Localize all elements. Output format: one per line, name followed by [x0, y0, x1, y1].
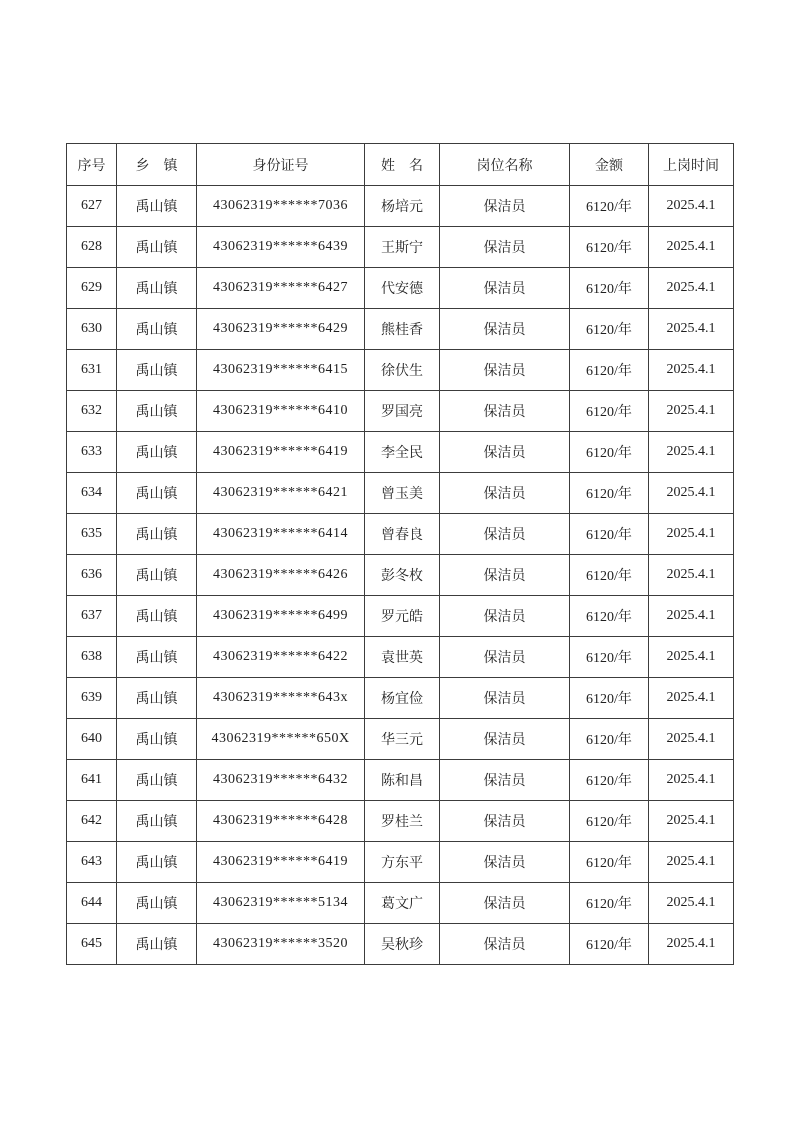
table-cell-amount: 6120/年 [570, 268, 649, 309]
table-cell-township: 禹山镇 [117, 760, 197, 801]
table-row [67, 801, 734, 842]
table-cell-amount: 6120/年 [570, 883, 649, 924]
table-cell-id_number: 43062319******643x [197, 678, 365, 719]
table-cell-position: 保洁员 [440, 391, 570, 432]
table-cell-index: 628 [67, 227, 117, 268]
table-cell-name: 葛文广 [365, 883, 440, 924]
table-cell-township: 禹山镇 [117, 309, 197, 350]
table-cell-id_number: 43062319******6419 [197, 842, 365, 883]
table-cell-position: 保洁员 [440, 555, 570, 596]
table-row [67, 883, 734, 924]
table-cell-position: 保洁员 [440, 350, 570, 391]
table-row [67, 760, 734, 801]
table-cell-position: 保洁员 [440, 309, 570, 350]
table-cell-position: 保洁员 [440, 678, 570, 719]
header-cell-township: 乡 镇 [117, 144, 197, 186]
table-row [67, 596, 734, 637]
table-cell-index: 627 [67, 186, 117, 227]
table-cell-amount: 6120/年 [570, 801, 649, 842]
table-cell-position: 保洁员 [440, 432, 570, 473]
table-cell-position: 保洁员 [440, 842, 570, 883]
table-cell-start_date: 2025.4.1 [649, 473, 734, 514]
table-cell-amount: 6120/年 [570, 350, 649, 391]
table-cell-position: 保洁员 [440, 760, 570, 801]
table-cell-township: 禹山镇 [117, 555, 197, 596]
table-cell-start_date: 2025.4.1 [649, 514, 734, 555]
table-cell-index: 639 [67, 678, 117, 719]
table-cell-name: 杨培元 [365, 186, 440, 227]
table-cell-name: 曾玉美 [365, 473, 440, 514]
table-cell-index: 636 [67, 555, 117, 596]
table-cell-index: 630 [67, 309, 117, 350]
table-cell-name: 袁世英 [365, 637, 440, 678]
header-cell-name: 姓 名 [365, 144, 440, 186]
table-cell-name: 罗元皓 [365, 596, 440, 637]
table-cell-township: 禹山镇 [117, 924, 197, 965]
table-cell-start_date: 2025.4.1 [649, 924, 734, 965]
table-cell-start_date: 2025.4.1 [649, 801, 734, 842]
table-cell-position: 保洁员 [440, 801, 570, 842]
header-cell-index: 序号 [67, 144, 117, 186]
table-header-row [67, 144, 734, 186]
table-cell-id_number: 43062319******6499 [197, 596, 365, 637]
table-cell-start_date: 2025.4.1 [649, 309, 734, 350]
table-cell-start_date: 2025.4.1 [649, 883, 734, 924]
table-cell-name: 华三元 [365, 719, 440, 760]
table-cell-amount: 6120/年 [570, 473, 649, 514]
table-cell-index: 631 [67, 350, 117, 391]
table-cell-index: 634 [67, 473, 117, 514]
table-cell-amount: 6120/年 [570, 596, 649, 637]
table-cell-id_number: 43062319******7036 [197, 186, 365, 227]
table-cell-position: 保洁员 [440, 473, 570, 514]
table-cell-start_date: 2025.4.1 [649, 678, 734, 719]
table-cell-id_number: 43062319******5134 [197, 883, 365, 924]
table-cell-index: 632 [67, 391, 117, 432]
table-cell-start_date: 2025.4.1 [649, 350, 734, 391]
table-cell-amount: 6120/年 [570, 432, 649, 473]
table-cell-amount: 6120/年 [570, 514, 649, 555]
table-cell-start_date: 2025.4.1 [649, 555, 734, 596]
table-cell-township: 禹山镇 [117, 186, 197, 227]
table-cell-name: 杨宜俭 [365, 678, 440, 719]
table-cell-township: 禹山镇 [117, 883, 197, 924]
table-cell-position: 保洁员 [440, 596, 570, 637]
table-cell-township: 禹山镇 [117, 391, 197, 432]
table-cell-name: 吴秋珍 [365, 924, 440, 965]
table-cell-name: 徐伏生 [365, 350, 440, 391]
table-cell-township: 禹山镇 [117, 596, 197, 637]
table-cell-start_date: 2025.4.1 [649, 760, 734, 801]
table-cell-position: 保洁员 [440, 719, 570, 760]
table-cell-amount: 6120/年 [570, 637, 649, 678]
table-row [67, 842, 734, 883]
table-cell-township: 禹山镇 [117, 432, 197, 473]
table-cell-id_number: 43062319******6415 [197, 350, 365, 391]
table-cell-position: 保洁员 [440, 186, 570, 227]
table-cell-index: 642 [67, 801, 117, 842]
table-cell-position: 保洁员 [440, 637, 570, 678]
table-cell-amount: 6120/年 [570, 555, 649, 596]
table-cell-id_number: 43062319******6414 [197, 514, 365, 555]
table-cell-index: 640 [67, 719, 117, 760]
table-cell-name: 彭冬枚 [365, 555, 440, 596]
table-cell-amount: 6120/年 [570, 186, 649, 227]
table-cell-start_date: 2025.4.1 [649, 637, 734, 678]
table-cell-id_number: 43062319******6428 [197, 801, 365, 842]
table-cell-name: 罗国亮 [365, 391, 440, 432]
table-cell-amount: 6120/年 [570, 678, 649, 719]
table-cell-amount: 6120/年 [570, 924, 649, 965]
table-cell-amount: 6120/年 [570, 719, 649, 760]
table-cell-id_number: 43062319******6410 [197, 391, 365, 432]
table-cell-township: 禹山镇 [117, 473, 197, 514]
header-cell-start-date: 上岗时间 [649, 144, 734, 186]
table-cell-start_date: 2025.4.1 [649, 842, 734, 883]
table-cell-index: 644 [67, 883, 117, 924]
table-cell-township: 禹山镇 [117, 842, 197, 883]
table-row [67, 432, 734, 473]
table-row [67, 473, 734, 514]
table-cell-id_number: 43062319******6429 [197, 309, 365, 350]
table-cell-position: 保洁员 [440, 924, 570, 965]
table-body [67, 186, 734, 965]
table-cell-start_date: 2025.4.1 [649, 391, 734, 432]
table-cell-name: 代安德 [365, 268, 440, 309]
table-cell-township: 禹山镇 [117, 514, 197, 555]
header-cell-amount: 金额 [570, 144, 649, 186]
table-cell-index: 643 [67, 842, 117, 883]
table-row [67, 637, 734, 678]
table-cell-start_date: 2025.4.1 [649, 227, 734, 268]
table-row [67, 678, 734, 719]
table-cell-township: 禹山镇 [117, 719, 197, 760]
table-cell-amount: 6120/年 [570, 842, 649, 883]
table-cell-amount: 6120/年 [570, 227, 649, 268]
header-cell-position: 岗位名称 [440, 144, 570, 186]
table-cell-name: 陈和昌 [365, 760, 440, 801]
table-cell-township: 禹山镇 [117, 637, 197, 678]
table-cell-name: 罗桂兰 [365, 801, 440, 842]
table-cell-id_number: 43062319******650X [197, 719, 365, 760]
table-cell-start_date: 2025.4.1 [649, 186, 734, 227]
worker-roster-table [66, 143, 734, 965]
table-cell-index: 641 [67, 760, 117, 801]
table-cell-index: 633 [67, 432, 117, 473]
table-cell-name: 王斯宁 [365, 227, 440, 268]
table-cell-index: 645 [67, 924, 117, 965]
table-cell-start_date: 2025.4.1 [649, 719, 734, 760]
table-cell-id_number: 43062319******6439 [197, 227, 365, 268]
table-cell-start_date: 2025.4.1 [649, 596, 734, 637]
table-cell-township: 禹山镇 [117, 801, 197, 842]
table-row [67, 391, 734, 432]
table-cell-id_number: 43062319******6421 [197, 473, 365, 514]
table-cell-id_number: 43062319******6427 [197, 268, 365, 309]
table-cell-id_number: 43062319******6419 [197, 432, 365, 473]
table-row [67, 350, 734, 391]
table-cell-name: 曾春良 [365, 514, 440, 555]
table-cell-township: 禹山镇 [117, 350, 197, 391]
table-cell-id_number: 43062319******3520 [197, 924, 365, 965]
table-cell-township: 禹山镇 [117, 227, 197, 268]
table-row [67, 514, 734, 555]
table-cell-amount: 6120/年 [570, 309, 649, 350]
table-cell-name: 方东平 [365, 842, 440, 883]
table-cell-position: 保洁员 [440, 268, 570, 309]
table-row [67, 268, 734, 309]
table-cell-index: 638 [67, 637, 117, 678]
table-cell-start_date: 2025.4.1 [649, 268, 734, 309]
table-row [67, 186, 734, 227]
table-row [67, 555, 734, 596]
table-cell-amount: 6120/年 [570, 760, 649, 801]
table-cell-index: 637 [67, 596, 117, 637]
table-cell-start_date: 2025.4.1 [649, 432, 734, 473]
table-cell-township: 禹山镇 [117, 268, 197, 309]
table-cell-amount: 6120/年 [570, 391, 649, 432]
table-cell-township: 禹山镇 [117, 678, 197, 719]
table-cell-name: 李全民 [365, 432, 440, 473]
table-row [67, 309, 734, 350]
table-cell-id_number: 43062319******6432 [197, 760, 365, 801]
table-cell-index: 635 [67, 514, 117, 555]
table-cell-position: 保洁员 [440, 514, 570, 555]
table-cell-id_number: 43062319******6422 [197, 637, 365, 678]
table-row [67, 924, 734, 965]
table-cell-name: 熊桂香 [365, 309, 440, 350]
table-cell-position: 保洁员 [440, 883, 570, 924]
table-cell-position: 保洁员 [440, 227, 570, 268]
header-cell-id-number: 身份证号 [197, 144, 365, 186]
table-cell-id_number: 43062319******6426 [197, 555, 365, 596]
table-row [67, 227, 734, 268]
table-row [67, 719, 734, 760]
table-cell-index: 629 [67, 268, 117, 309]
